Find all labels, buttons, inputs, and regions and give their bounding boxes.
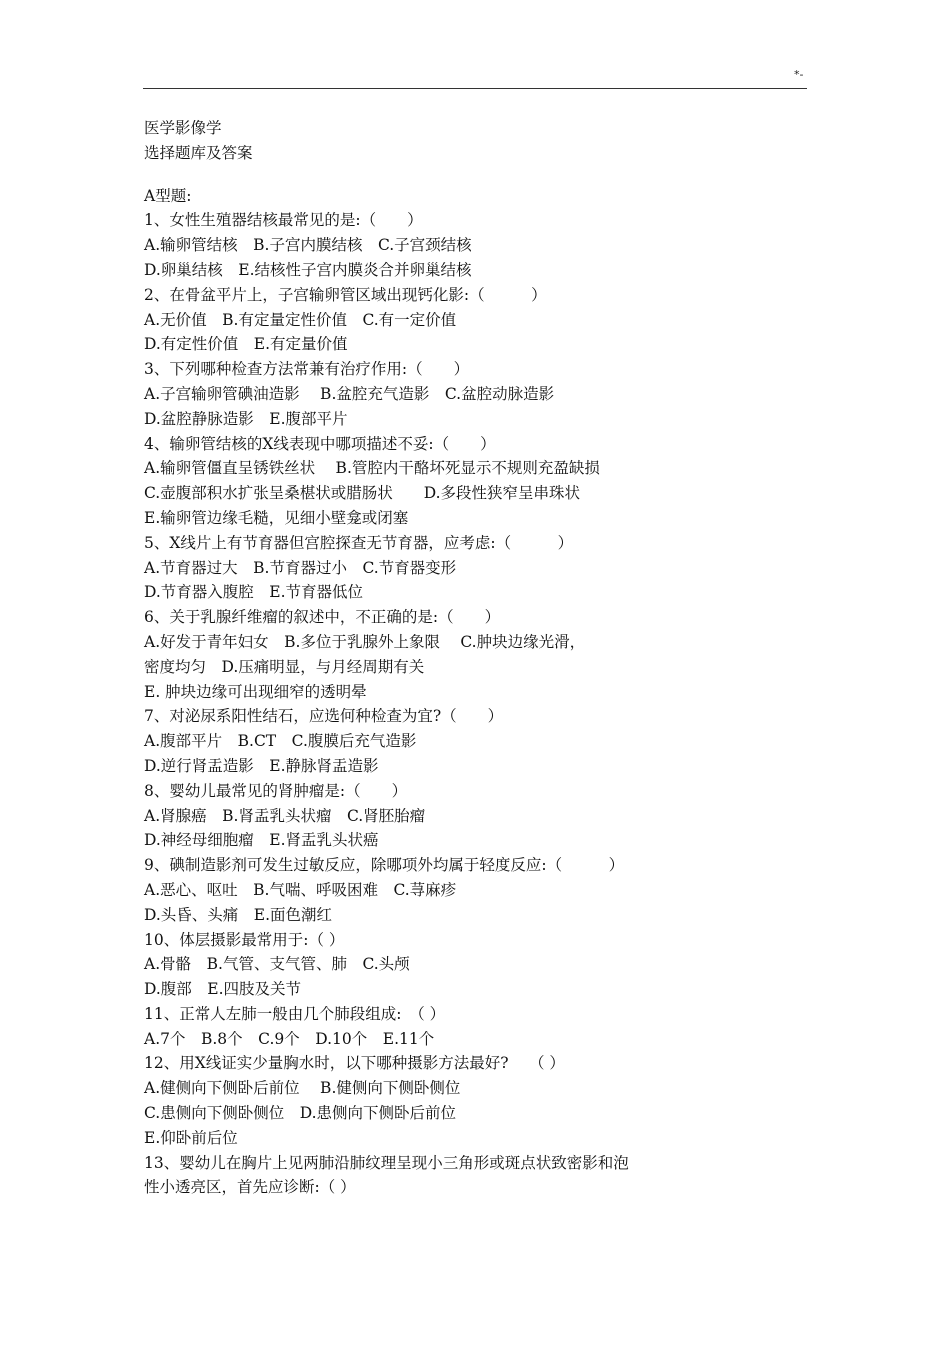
text-line: A.骨骼 B.气管、支气管、肺 C.头颅 [144, 955, 410, 974]
text-line: 1、女性生殖器结核最常见的是:（ ） [144, 211, 423, 230]
spacer [144, 166, 784, 184]
text-line: C.患侧向下侧卧侧位 D.患侧向下侧卧后前位 [144, 1104, 457, 1123]
text-line: 5、X线片上有节育器但宫腔探查无节育器，应考虑:（ ） [144, 533, 574, 552]
text-line: E. 肿块边缘可出现细窄的透明晕 [144, 682, 367, 701]
text-line: C.壶腹部积水扩张呈桑椹状或腊肠状 D.多段性狭窄呈串珠状 [144, 484, 581, 503]
text-line: 12、用X线证实少量胸水时，以下哪种摄影方法最好? （ ） [144, 1054, 565, 1073]
text-line: A.子宫输卵管碘油造影 B.盆腔充气造影 C.盆腔动脉造影 [144, 384, 555, 403]
text-line: D.有定性价值 E.有定量价值 [144, 335, 348, 354]
document-body [144, 116, 784, 1200]
text-line: 密度均匀 D.压痛明显，与月经周期有关 [144, 657, 425, 676]
text-line: A.腹部平片 B.CT C.腹膜后充气造影 [144, 732, 417, 751]
text-line: A.输卵管结核 B.子宫内膜结核 C.子宫颈结核 [144, 236, 472, 255]
text-line: 2、在骨盆平片上，子宫输卵管区域出现钙化影:（ ） [144, 285, 547, 304]
page-marker: *- [794, 68, 804, 81]
text-line: 7、对泌尿系阳性结石，应选何种检查为宜?（ ） [144, 707, 504, 726]
text-line: A.肾腺癌 B.肾盂乳头状瘤 C.肾胚胎瘤 [144, 806, 426, 825]
text-line: A.健侧向下侧卧后前位 B.健侧向下侧卧侧位 [144, 1079, 461, 1098]
doc-title: 医学影像学 [144, 119, 222, 137]
text-line: 8、婴幼儿最常见的肾肿瘤是:（ ） [144, 781, 408, 800]
text-line: 11、正常人左肺一般由几个肺段组成: （ ） [144, 1004, 446, 1023]
text-line: D.头昏、头痛 E.面色潮红 [144, 905, 333, 924]
text-line: E.输卵管边缘毛糙，见细小壁龛或闭塞 [144, 508, 409, 527]
text-line: A.好发于青年妇女 B.多位于乳腺外上象限 C.肿块边缘光滑， [144, 632, 586, 651]
text-line: A.输卵管僵直呈锈铁丝状 B.管腔内干酪坏死显示不规则充盈缺损 [144, 459, 600, 478]
section-title: A型题: [144, 186, 192, 205]
text-line: D.盆腔静脉造影 E.腹部平片 [144, 409, 348, 428]
text-line: D.卵巢结核 E.结核性子宫内膜炎合并卵巢结核 [144, 260, 472, 279]
text-line: 10、体层摄影最常用于:（ ） [144, 930, 345, 949]
text-line: 9、碘制造影剂可发生过敏反应，除哪项外均属于轻度反应:（ ） [144, 856, 625, 875]
text-line: E.仰卧前后位 [144, 1128, 238, 1147]
text-line: D.逆行肾盂造影 E.静脉肾盂造影 [144, 756, 379, 775]
text-line: 性小透亮区，首先应诊断:（ ） [144, 1178, 356, 1197]
header-rule [143, 88, 807, 89]
text-line: A.恶心、呕吐 B.气喘、呼吸困难 C.荨麻疹 [144, 880, 457, 899]
text-line: A.节育器过大 B.节育器过小 C.节育器变形 [144, 558, 457, 577]
question-list [144, 208, 784, 1200]
text-line: 6、关于乳腺纤维瘤的叙述中，不正确的是:（ ） [144, 608, 501, 627]
text-line: 13、婴幼儿在胸片上见两肺沿肺纹理呈现小三角形或斑点状致密影和泡 [144, 1153, 629, 1172]
text-line: D.节育器入腹腔 E.节育器低位 [144, 583, 364, 602]
text-line: A.无价值 B.有定量定性价值 C.有一定价值 [144, 310, 457, 329]
text-line: D.腹部 E.四肢及关节 [144, 980, 302, 999]
text-line: D.神经母细胞瘤 E.肾盂乳头状癌 [144, 831, 379, 850]
text-line: A.7个 B.8个 C.9个 D.10个 E.11个 [144, 1029, 435, 1048]
text-line: 3、下列哪种检查方法常兼有治疗作用:（ ） [144, 360, 470, 379]
doc-subtitle: 选择题库及答案 [144, 143, 253, 162]
text-line: 4、输卵管结核的X线表现中哪项描述不妥:（ ） [144, 434, 496, 453]
